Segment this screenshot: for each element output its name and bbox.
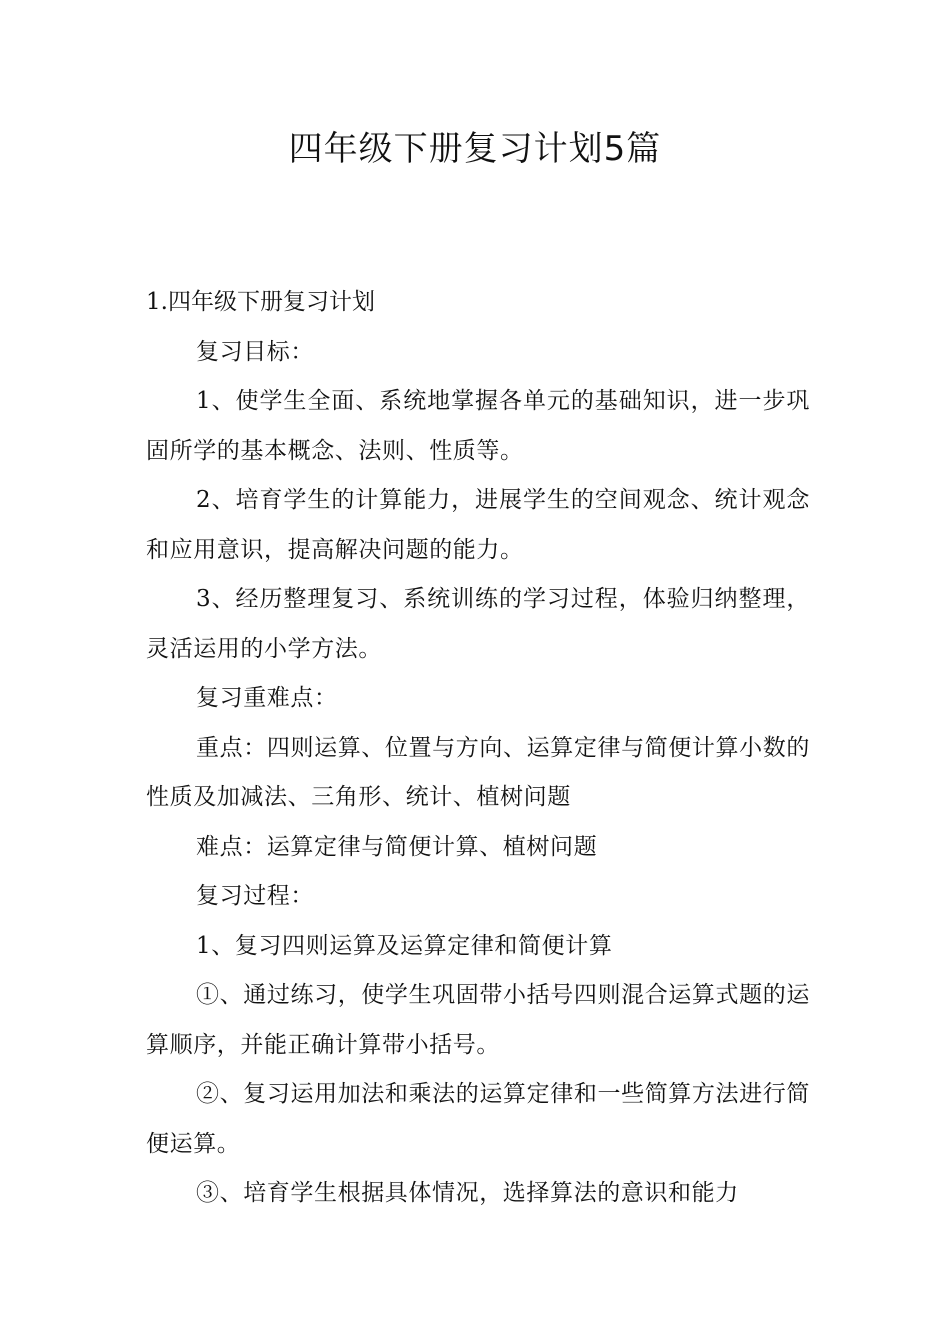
section-heading: 1.四年级下册复习计划 — [146, 289, 375, 315]
paragraph-difficulties: 难点：运算定律与简便计算、植树问题 — [196, 833, 598, 860]
paragraph-goal-1: 1、使学生全面、系统地掌握各单元的基础知识，进一步巩固所学的基本概念、法则、性质等。 — [146, 388, 810, 464]
paragraph-review-goals-heading: 复习目标： — [196, 338, 314, 365]
paragraph-process-1-a: ①、通过练习，使学生巩固带小括号四则混合运算式题的运算顺序，并能正确计算带小括号。 — [146, 982, 810, 1058]
paragraph-key-points: 重点：四则运算、位置与方向、运算定律与简便计算小数的性质及加减法、三角形、统计、植树问题 — [146, 734, 810, 810]
paragraph-process-1-c: ③、培育学生根据具体情况，选择算法的意识和能力 — [196, 1180, 739, 1206]
paragraph-key-difficulties-heading: 复习重难点： — [196, 685, 338, 711]
paragraph-goal-2: 2、培育学生的计算能力，进展学生的空间观念、统计观念和应用意识，提高解决问题的能力。 — [146, 487, 810, 563]
document-body — [146, 278, 810, 1219]
paragraph-process-1: 1、复习四则运算及运算定律和简便计算 — [196, 932, 613, 959]
paragraph-review-process-heading: 复习过程： — [196, 883, 314, 909]
document-title: 四年级下册复习计划5篇 — [288, 129, 662, 169]
paragraph-process-1-b: ②、复习运用加法和乘法的运算定律和一些简算方法进行简便运算。 — [146, 1081, 810, 1157]
paragraph-goal-3: 3、经历整理复习、系统训练的学习过程，体验归纳整理，灵活运用的小学方法。 — [146, 586, 810, 662]
